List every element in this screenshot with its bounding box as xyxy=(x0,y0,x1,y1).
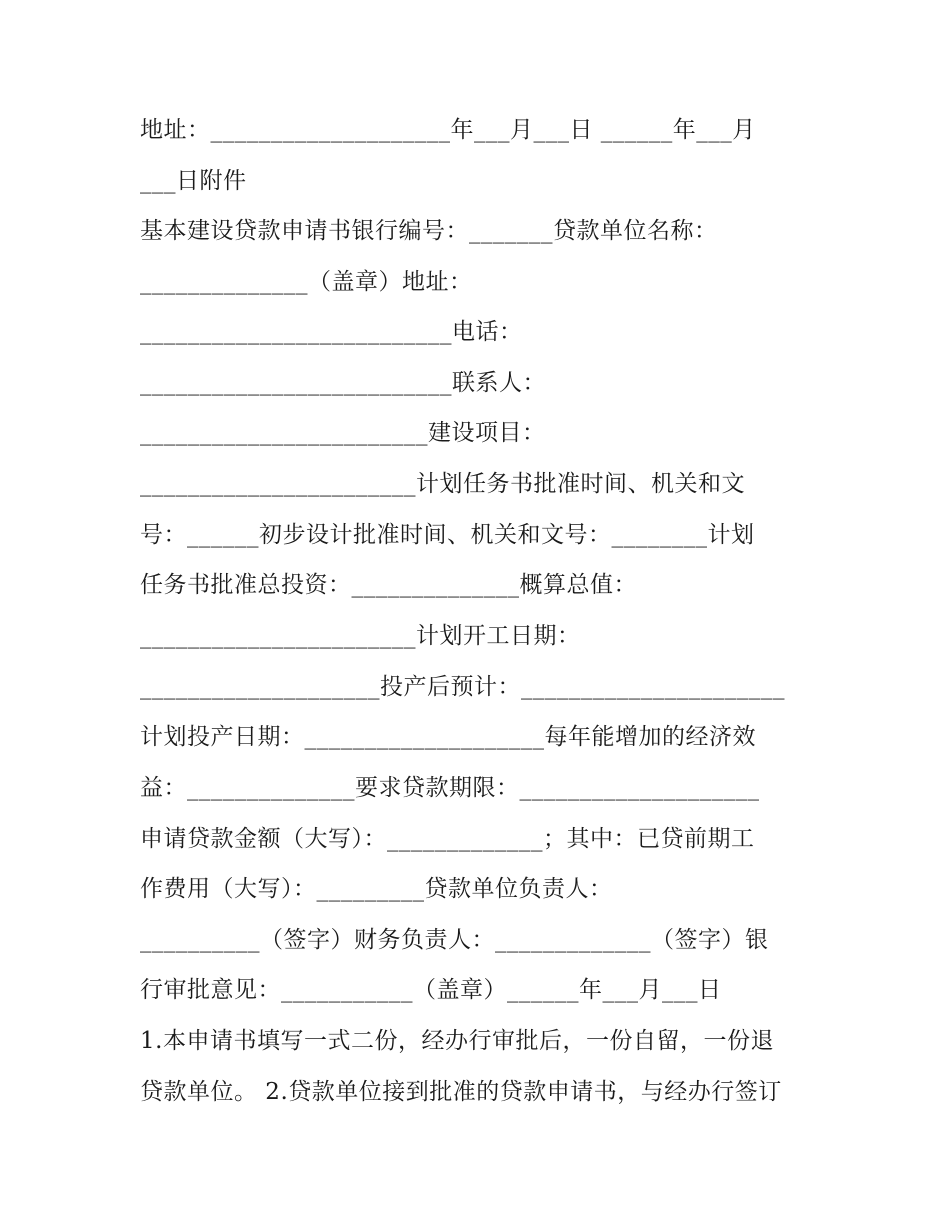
text-line-phone: __________________________电话： xyxy=(140,319,523,345)
text-line-loan-term: 益：______________要求贷款期限：____________________ xyxy=(140,775,760,801)
text-line-address-date: 地址：____________________年___月___日 ______年___月 xyxy=(140,117,756,143)
text-line-note-2: 贷款单位。 2.贷款单位接到批准的贷款申请书，与经办行签订 xyxy=(140,1079,782,1105)
text-line-preliminary-fee: 作费用（大写）：_________贷款单位负责人： xyxy=(140,876,613,902)
text-line-project: ________________________建设项目： xyxy=(140,420,546,446)
text-line-start-date: _______________________计划开工日期： xyxy=(140,623,581,649)
text-line-production-date: 计划投产日期：____________________每年能增加的经济效 xyxy=(140,724,756,750)
text-line-bank-approval: 行审批意见：___________（盖章）______年___月___日 xyxy=(140,977,722,1003)
text-line-seal-address: ______________（盖章）地址： xyxy=(140,269,473,295)
text-line-attachment: ___日附件 xyxy=(140,168,247,194)
text-line-design-approval: 号：______初步设计批准时间、机关和文号：________计划 xyxy=(140,522,755,548)
text-line-signatures: __________（签字）财务负责人：_____________（签字）银 xyxy=(140,927,769,953)
text-line-expected: ____________________投产后预计：______________________ xyxy=(140,674,785,700)
text-line-contact: __________________________联系人： xyxy=(140,370,546,396)
text-line-total-investment: 任务书批准总投资：______________概算总值： xyxy=(140,572,637,598)
text-line-loan-amount: 申请贷款金额（大写）：_____________；其中：已贷前期工 xyxy=(140,826,755,852)
text-line-plan-approval: _______________________计划任务书批准时间、机关和文 xyxy=(140,471,745,497)
text-line-application-number: 基本建设贷款申请书银行编号：_______贷款单位名称： xyxy=(140,218,718,244)
text-line-note-1: 1.本申请书填写一式二份，经办行审批后，一份自留，一份退 xyxy=(140,1028,774,1054)
